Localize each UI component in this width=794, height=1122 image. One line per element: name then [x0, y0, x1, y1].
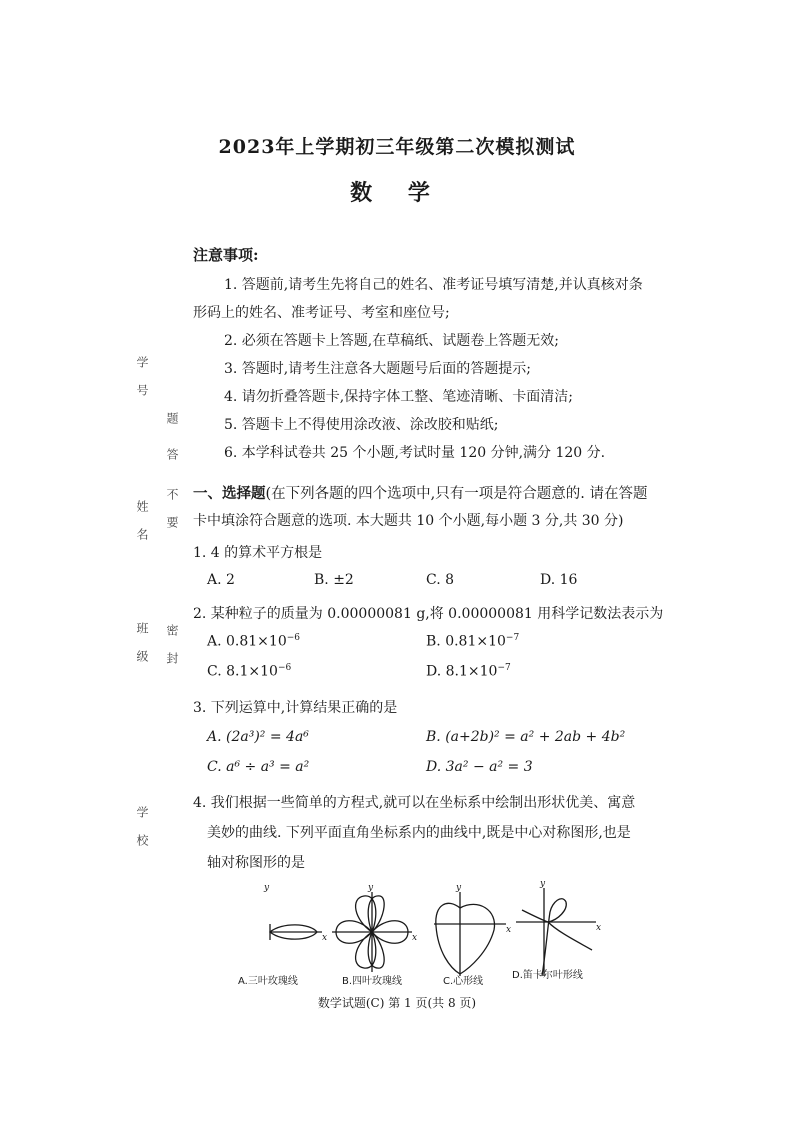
- q4-stem-3: 轴对称图形的是: [207, 855, 305, 871]
- side-xuexiao: 学 校: [135, 806, 149, 852]
- figure-a-three-leaf-rose: [270, 924, 322, 940]
- page-footer: 数学试题(C) 第 1 页(共 8 页): [317, 996, 477, 1010]
- figure-b-four-leaf-rose: [332, 892, 412, 972]
- notice-heading: 注意事项:: [193, 246, 259, 264]
- caption-b: B.四叶玫瑰线: [342, 976, 403, 987]
- fig-c-x-label: x: [506, 925, 512, 935]
- q2-option-c: C. $8.1\times 10^{-6}$: [207, 663, 292, 680]
- side-ti: 题: [165, 412, 179, 430]
- notice-item-6: 6. 本学科试卷共 25 个小题,考试时量 120 分钟,满分 120 分.: [224, 445, 606, 461]
- q2-option-d: D. $8.1\times 10^{-7}$: [426, 663, 511, 680]
- notice-item-1-cont: 形码上的姓名、准考证号、考室和座位号;: [193, 305, 450, 321]
- fig-a-x-label: x: [322, 933, 328, 943]
- side-buyao: 不 要: [165, 488, 179, 534]
- section-desc-1: (在下列各题的四个选项中,只有一项是符合题意的. 请在答题: [265, 486, 648, 502]
- side-banji: 班 级: [135, 622, 149, 668]
- side-mifeng: 密 封: [165, 624, 179, 670]
- q4-stem-1: 4. 我们根据一些简单的方程式,就可以在坐标系中绘制出形状优美、寓意: [193, 795, 636, 811]
- notice-item-4: 4. 请勿折叠答题卡,保持字体工整、笔迹清晰、卡面清洁;: [224, 389, 573, 405]
- fig-d-x-label: x: [596, 923, 602, 933]
- q1-option-d: D. 16: [540, 572, 578, 588]
- caption-c: C.心形线: [443, 976, 484, 987]
- section-heading: [193, 482, 647, 503]
- fig-a-y-label: y: [264, 883, 270, 893]
- notice-item-5: 5. 答题卡上不得使用涂改液、涂改胶和贴纸;: [224, 417, 499, 433]
- fig-c-y-label: y: [456, 883, 462, 893]
- figure-c-cardioid: [434, 892, 506, 976]
- fig-b-x-label: x: [412, 933, 418, 943]
- section-desc-2: 卡中填涂符合题意的选项. 本大题共 10 个小题,每小题 3 分,共 30 分): [193, 513, 624, 529]
- q1-option-c: C. 8: [426, 572, 455, 588]
- q3-option-c: C. a⁶ ÷ a³ = a²: [207, 759, 310, 775]
- caption-d: D.笛卡尔叶形线: [512, 970, 583, 981]
- section-title: 一、选择题: [193, 486, 266, 502]
- q2-option-a: A. $0.81\times 10^{-6}$: [207, 633, 301, 650]
- fig-b-y-label: y: [368, 883, 374, 893]
- side-xingming: 姓 名: [135, 500, 149, 546]
- q1-option-a: A. 2: [207, 572, 235, 588]
- q3-option-d: D. 3a² − a² = 3: [426, 759, 533, 775]
- q1-option-b: B. ±2: [314, 572, 354, 588]
- exam-title: 2023年上学期初三年级第二次模拟测试: [218, 136, 576, 158]
- q4-stem-2: 美妙的曲线. 下列平面直角坐标系内的曲线中,既是中心对称图形,也是: [207, 825, 631, 841]
- q2-option-b: B. $0.81\times 10^{-7}$: [426, 633, 520, 650]
- notice-item-3: 3. 答题时,请考生注意各大题题号后面的答题提示;: [224, 361, 531, 377]
- side-xuehao: 学 号: [135, 356, 149, 402]
- q1-stem: 1. 4 的算术平方根是: [193, 545, 323, 561]
- subject-title: 数 学: [350, 180, 444, 206]
- notice-item-2: 2. 必须在答题卡上答题,在草稿纸、试题卷上答题无效;: [224, 333, 559, 349]
- side-da: 答: [165, 448, 179, 466]
- fig-d-y-label: y: [540, 880, 546, 889]
- q3-option-a: A. (2a³)² = 4a⁶: [207, 729, 309, 745]
- q2-stem: 2. 某种粒子的质量为 0.00000081 g,将 0.00000081 用科学记数法表示为: [193, 606, 664, 622]
- q3-option-b: B. (a+2b)² = a² + 2ab + 4b²: [426, 729, 626, 745]
- notice-item-1: 1. 答题前,请考生先将自己的姓名、准考证号填写清楚,并认真核对条: [224, 277, 643, 293]
- q3-stem: 3. 下列运算中,计算结果正确的是: [193, 700, 398, 716]
- figure-d-folium: [516, 888, 596, 976]
- caption-a: A.三叶玫瑰线: [238, 976, 298, 987]
